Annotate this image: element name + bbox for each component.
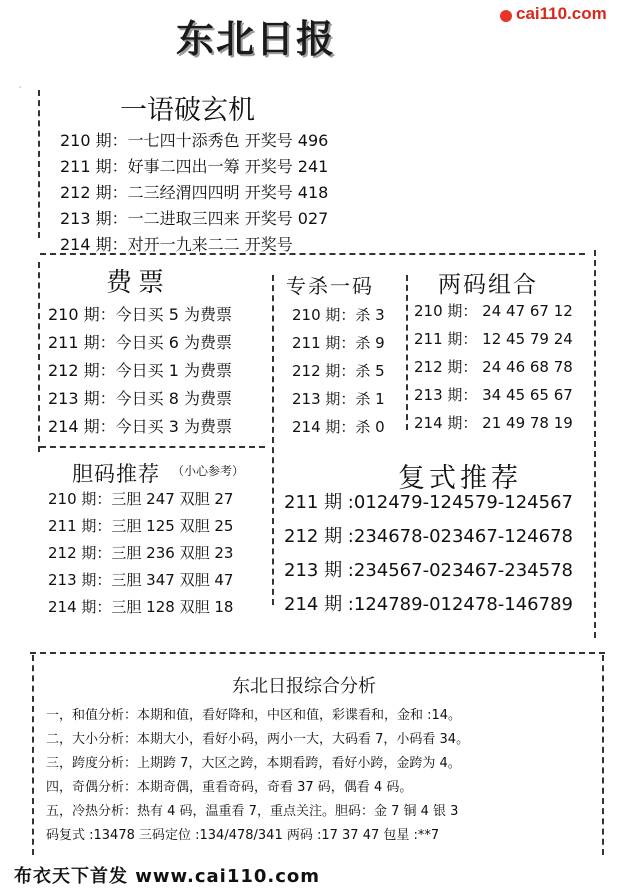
watermark-mark: · (18, 80, 23, 96)
fee-row: 212 期：今日买 1 为费票 (48, 361, 232, 380)
kill-row: 214 期：杀 0 (292, 418, 385, 436)
analysis-row: 二，大小分析：本期大小，看好小码，两小一大，大码看 7，小码看 34。 (46, 732, 470, 747)
newspaper-title: 东北日报 (176, 16, 337, 61)
analysis-row: 码复式 :13478 三码定位 :134/478/341 两码 :17 37 47 包星 :**7 (46, 828, 440, 843)
fee-row: 214 期：今日买 3 为费票 (48, 417, 232, 436)
multi-row: 213 期 :234567-023467-234578 (284, 560, 573, 581)
pairs-row: 213 期： 34 45 65 67 (414, 386, 573, 404)
multi-row: 212 期 :234678-023467-124678 (284, 526, 573, 547)
pairs-row: 212 期： 24 46 68 78 (414, 358, 573, 376)
fee-row: 213 期：今日买 8 为费票 (48, 389, 232, 408)
frame-line (38, 262, 40, 452)
frame-line (38, 90, 40, 238)
frame-line (32, 655, 34, 855)
pairs-row: 214 期： 21 49 78 19 (414, 414, 573, 432)
analysis-title: 东北日报综合分析 (232, 676, 376, 697)
kill-row: 210 期：杀 3 (292, 306, 385, 324)
analysis-row: 四，奇偶分析：本期奇偶，重看奇码，奇看 37 码，偶看 4 码。 (46, 780, 413, 795)
riddle-row: 214 期：对开一九来二二 开奖号 (60, 235, 293, 254)
frame-line (602, 655, 604, 855)
kill-row: 213 期：杀 1 (292, 390, 385, 408)
kill-row: 212 期：杀 5 (292, 362, 385, 380)
riddle-row: 210 期：一七四十添秀色 开奖号 496 (60, 131, 329, 150)
bile-row: 211 期：三胆 125 双胆 25 (48, 517, 234, 535)
bile-row: 210 期：三胆 247 双胆 27 (48, 490, 234, 508)
frame-line (594, 250, 596, 638)
multi-row: 211 期 :012479-124579-124567 (284, 492, 573, 513)
divider (40, 446, 265, 448)
riddle-row: 212 期：二三经渭四四明 开奖号 418 (60, 183, 329, 202)
multi-title: 复式推荐 (398, 463, 522, 494)
analysis-row: 五，冷热分析：热有 4 码，温重看 7，重点关注。胆码：金 7 铜 4 银 3 (46, 804, 459, 819)
riddle-row: 213 期：一二进取三四来 开奖号 027 (60, 209, 329, 228)
riddle-title: 一语破玄机 (120, 95, 255, 126)
bile-note: （小心参考） (172, 464, 245, 478)
kill-row: 211 期：杀 9 (292, 334, 385, 352)
bile-row: 214 期：三胆 128 双胆 18 (48, 598, 234, 616)
analysis-row: 三，跨度分析：上期跨 7，大区之跨，本期看跨，看好小跨，金跨为 4。 (46, 756, 461, 771)
pairs-row: 211 期： 12 45 79 24 (414, 330, 573, 348)
riddle-row: 211 期：好事二四出一筹 开奖号 241 (60, 157, 329, 176)
site-logo-icon (500, 10, 512, 22)
bile-row: 212 期：三胆 236 双胆 23 (48, 544, 234, 562)
pairs-row: 210 期： 24 47 67 12 (414, 302, 573, 320)
analysis-row: 一，和值分析：本期和值，看好降和，中区和值，彩谍看和，金和 :14。 (46, 708, 462, 723)
column-divider (406, 275, 408, 430)
fee-title: 费票 (106, 268, 171, 298)
divider (30, 652, 605, 654)
site-logo[interactable]: cai110.com (516, 4, 607, 23)
bile-title: 胆码推荐 (72, 462, 160, 486)
kill-title: 专杀一码 (286, 274, 374, 298)
pairs-title: 两码组合 (438, 272, 538, 298)
fee-row: 211 期：今日买 6 为费票 (48, 333, 232, 352)
bile-row: 213 期：三胆 347 双胆 47 (48, 571, 234, 589)
fee-row: 210 期：今日买 5 为费票 (48, 305, 232, 324)
footer-text[interactable]: 布衣天下首发 www.cai110.com (14, 866, 321, 887)
multi-row: 214 期 :124789-012478-146789 (284, 594, 573, 615)
column-divider (272, 275, 274, 605)
